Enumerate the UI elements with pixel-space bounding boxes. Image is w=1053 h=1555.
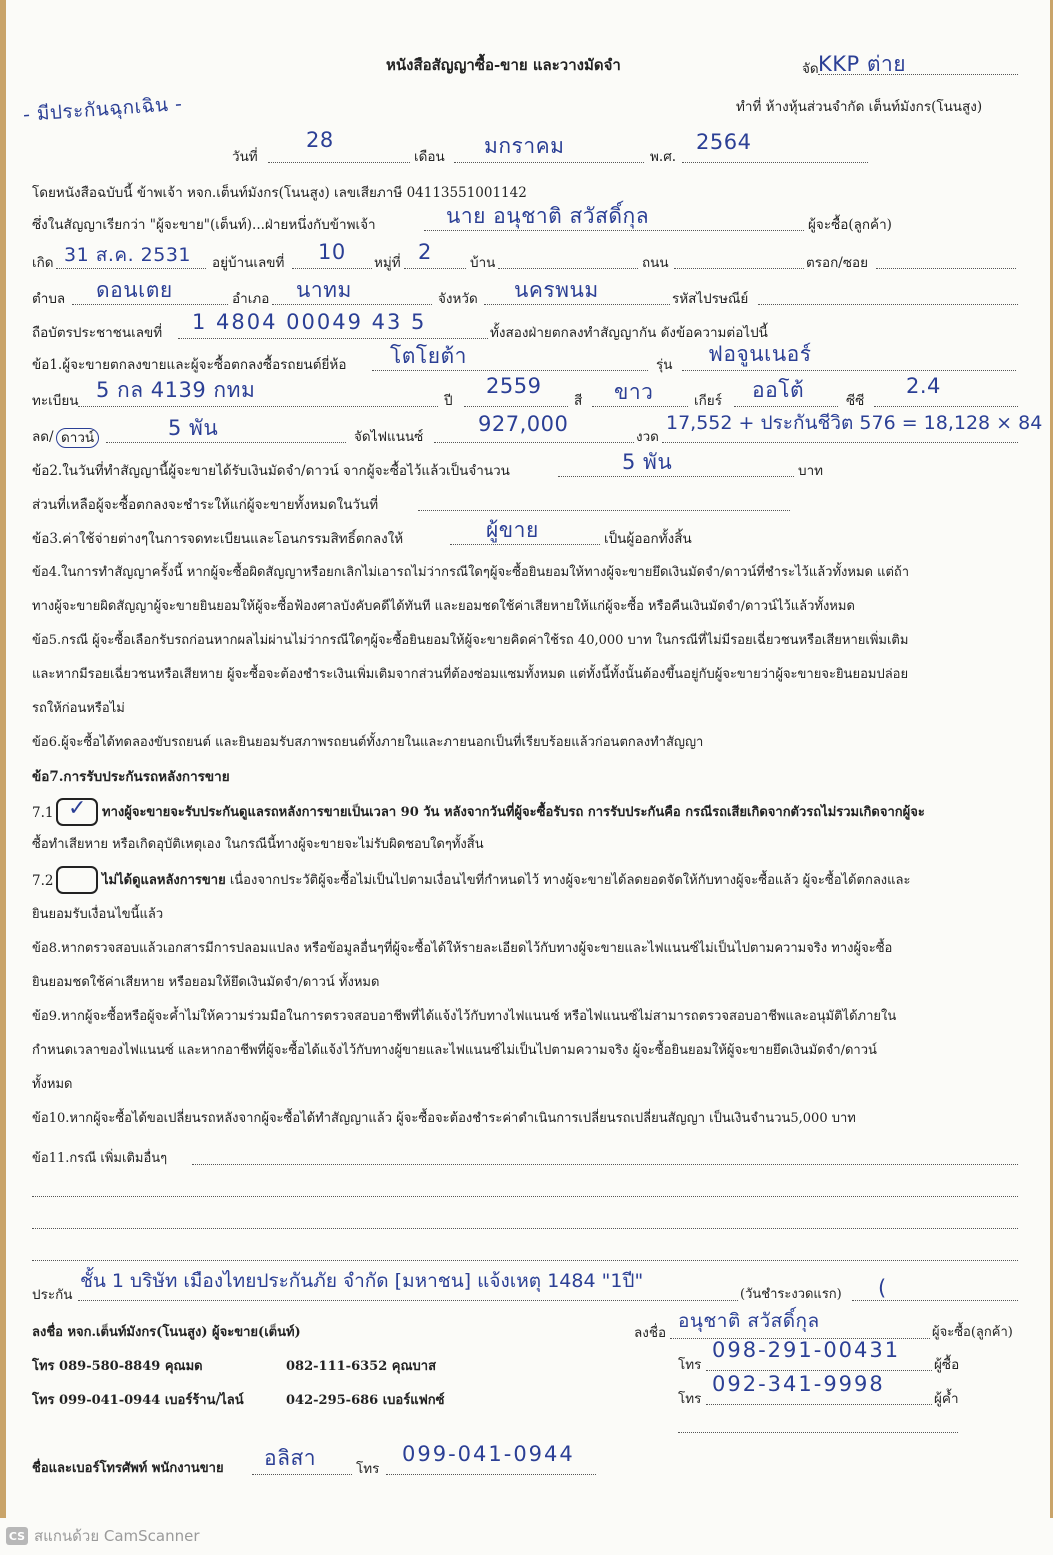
- birth-dots: [56, 268, 206, 269]
- moo-value: 2: [418, 240, 432, 264]
- salesperson-name: อลิสา: [264, 1446, 317, 1470]
- clause-7-2-rest: เนื่องจากประวัติผู้จะซื้อไม่เป็นไปตามเงื่อนไขที่กำหนดไว้ ทางผู้จะขายได้ลดยอดจัดให้กับทางผู้จะซื้อแล้ว ผู้จะซื้อได้ตกลงและ: [225, 873, 911, 888]
- clause-11-dots-4: [32, 1260, 1018, 1261]
- down-dots: [106, 442, 346, 443]
- salesperson-phone-dots: [386, 1474, 596, 1475]
- id-label: ถือบัตรประชาชนเลขที่: [32, 325, 163, 341]
- insurance-label: ประกัน: [32, 1287, 73, 1303]
- tambon-label: ตำบล: [32, 291, 66, 307]
- gear-dots: [734, 406, 838, 407]
- clause-7-1-line-1: ทางผู้จะขายจะรับประกันดูแลรถหลังการขายเป็นเวลา 90 วัน หลังจากวันที่ผู้จะซื้อรับรถ การรับประกันคือ กรณีรถเสียเกิดจากตัวรถไม่รวมเกิดจากผู้จะ: [102, 805, 925, 820]
- insurance-value: ชั้น 1 บริษัท เมืองไทยประกันภัย จำกัด [มหาชน] แจ้งเหตุ 1484 "1ปี": [80, 1270, 644, 1292]
- guarantor-phone: 092-341-9998: [712, 1372, 885, 1396]
- brand-dots: [372, 370, 648, 371]
- contact-phone-3: โทร 099-041-0944 เบอร์ร้าน/ไลน์: [32, 1393, 244, 1408]
- down-prefix: ลด/: [32, 429, 54, 445]
- clause-10: ข้อ10.หากผู้จะซื้อได้ขอเปลี่ยนรถหลังจากผู้จะซื้อได้ทำสัญญาแล้ว ผู้จะซื้อจะต้องชำระค่าดำเนินการเปลี่ยนรถเปลี่ยนสัญญา เป็นเงินจำนวน5,000 บาท: [32, 1111, 856, 1126]
- color-dots: [592, 406, 688, 407]
- deposit-dots: [558, 476, 794, 477]
- cc-dots: [874, 406, 1018, 407]
- salesperson-name-dots: [252, 1474, 352, 1475]
- house-dots: [292, 268, 372, 269]
- buyer-signature: อนุชาติ สวัสดิ์กุล: [678, 1310, 820, 1332]
- amphoe-dots: [272, 304, 432, 305]
- day-value: 28: [306, 128, 334, 152]
- month-value: มกราคม: [484, 134, 565, 158]
- car-color: ขาว: [614, 380, 654, 404]
- installment-label: งวด: [636, 429, 659, 445]
- road-label: ถนน: [642, 255, 669, 271]
- clause-11-dots-1: [192, 1164, 1018, 1165]
- car-year-label: ปี: [444, 393, 453, 409]
- tambon-value: ดอนเตย: [96, 278, 173, 302]
- camscanner-text: สแกนด้วย CamScanner: [34, 1527, 200, 1545]
- reg-label: ทะเบียน: [32, 393, 79, 409]
- year-dots: [682, 162, 868, 163]
- car-cc: 2.4: [906, 374, 941, 398]
- id-suffix: ทั้งสองฝ่ายตกลงทำสัญญากัน ดังข้อความต่อไปนี้: [490, 325, 768, 341]
- guarantor-phone-dots: [706, 1404, 932, 1405]
- guarantor-phone-role: ผู้ค้ำ: [934, 1391, 959, 1407]
- cc-label: ซีซี: [846, 393, 865, 409]
- tambon-dots: [72, 304, 228, 305]
- finance-amount-label: จัดไฟแนนซ์: [354, 429, 424, 445]
- house-label: อยู่บ้านเลขที่: [212, 255, 285, 271]
- check-mark-icon: ✓: [68, 796, 87, 821]
- extra-dots: [678, 1432, 958, 1433]
- clause-8-line-2: ยินยอมชดใช้ค่าเสียหาย หรือยอมให้ยึดเงินมัดจำ/ดาวน์ ทั้งหมด: [32, 975, 380, 990]
- reg-dots: [78, 406, 438, 407]
- amphoe-label: อำเภอ: [232, 291, 270, 307]
- car-gear: ออโต้: [752, 378, 805, 402]
- house-no: 10: [318, 240, 346, 264]
- province-value: นครพนม: [514, 278, 599, 302]
- month-label: เดือน: [414, 149, 445, 165]
- finance-company: KKP ต่าย: [818, 52, 907, 76]
- clause-5-line-2: และหากมีรอยเฉี่ยวชนหรือเสียหาย ผู้จะซื้อจะต้องชำระเงินเพิ่มเติมจากส่วนที่ต้องซ่อมแซมทั้งหมด แต่ทั้งนี้ทั้งนั้นต้องขึ้นอยู่กับผู้จะขายว่าผู้จะขายจะยินยอมปล่อย: [32, 667, 909, 682]
- postcode-label: รหัสไปรษณีย์: [672, 291, 749, 307]
- clause-7-title: ข้อ7.การรับประกันรถหลังการขาย: [32, 769, 230, 785]
- deposit-amount: 5 พัน: [622, 450, 673, 474]
- clause-2-remain: ส่วนที่เหลือผู้จะซื้อตกลงจะชำระให้แก่ผู้จะขายทั้งหมดในวันที่: [32, 497, 379, 513]
- postcode-dots: [758, 304, 1018, 305]
- deposit-unit: บาท: [798, 463, 824, 479]
- buyer-phone: 098-291-00431: [712, 1338, 901, 1362]
- clause-9-line-3: ทั้งหมด: [32, 1077, 73, 1092]
- document-title: หนังสือสัญญาซื้อ-ขาย และวางมัดจำ: [386, 56, 621, 74]
- village-label: บ้าน: [470, 255, 496, 271]
- clause-9-line-1: ข้อ9.หากผู้จะซื้อหรือผู้จะค้ำไม่ให้ความร่วมมือในการตรวจสอบอาชีพที่ได้แจ้งไว้กับทางไฟแนนซ์ หรือไฟแนนซ์ไม่สามารถตรวจสอบอาชีพและอนุมัติได้ภายใน: [32, 1009, 897, 1024]
- finance-amount-dots: [434, 442, 634, 443]
- clause-9-line-2: กำหนดเวลาของไฟแนนซ์ และหากอาชีพที่ผู้จะซื้อได้แจ้งไว้กับทางผู้ขายและไฟแนนซ์ไม่เป็นไปตามความจริง ผู้จะซื้อยินยอมให้ผู้จะขายยึดเงินมัดจำ/ดาวน์: [32, 1043, 877, 1058]
- car-year: 2559: [486, 374, 542, 398]
- day-dots: [268, 162, 410, 163]
- buyer-phone-label: โทร: [678, 1357, 702, 1373]
- guarantor-phone-label: โทร: [678, 1391, 702, 1407]
- clause-3: ข้อ3.ค่าใช้จ่ายต่างๆในการจดทะเบียนและโอนกรรมสิทธิ์ตกลงให้: [32, 531, 404, 547]
- year-value: 2564: [696, 130, 752, 154]
- buyer-phone-dots: [706, 1370, 932, 1371]
- made-at: ทำที่ ห้างหุ้นส่วนจำกัด เต็นท์มังกร(โนนสูง): [736, 99, 983, 115]
- buyer-phone-role: ผู้ซื้อ: [934, 1357, 960, 1373]
- payer-dots: [450, 544, 600, 545]
- finance-amount: 927,000: [478, 412, 569, 436]
- buyer-sign-label: ลงชื่อ: [634, 1325, 667, 1341]
- clause-2: ข้อ2.ในวันที่ทำสัญญานี้ผู้จะขายได้รับเงินมัดจำ/ดาวน์ จากผู้จะซื้อไว้แล้วเป็นจำนวน: [32, 463, 510, 479]
- day-label: วันที่: [232, 149, 258, 165]
- year-car-dots: [464, 406, 568, 407]
- clause-11: ข้อ11.กรณี เพิ่มเติมอื่นๆ: [32, 1151, 168, 1166]
- intro-line-2: ซึ่งในสัญญาเรียกว่า "ผู้จะขาย"(เต็นท์)...ฝ่ายหนึ่งกับข้าพเจ้า: [32, 217, 376, 233]
- clause-1: ข้อ1.ผู้จะขายตกลงขายและผู้จะซื้อตกลงซื้อรถยนต์ยี่ห้อ: [32, 357, 347, 373]
- contact-phone-2: 082-111-6352 คุณบาส: [286, 1359, 437, 1374]
- first-payment-label: (วันชำระงวดแรก): [740, 1287, 842, 1302]
- camscanner-watermark: [6, 1524, 200, 1548]
- year-label: พ.ศ.: [650, 149, 677, 165]
- clause-3-suffix: เป็นผู้ออกทั้งสิ้น: [604, 531, 692, 547]
- fee-payer: ผู้ขาย: [486, 518, 539, 542]
- finance-dots: [818, 74, 1018, 75]
- province-label: จังหวัด: [438, 291, 478, 307]
- born-label: เกิด: [32, 255, 54, 271]
- village-dots: [498, 268, 638, 269]
- finance-label: จัด: [802, 61, 819, 77]
- clause-11-dots-2: [32, 1196, 1018, 1197]
- intro-line-1: โดยหนังสือฉบับนี้ ข้าพเจ้า หจก.เต็นท์มังกร(โนนสูง) เลขเสียภาษี 04113551001142: [32, 185, 527, 201]
- moo-dots: [404, 268, 466, 269]
- car-brand: โตโยต้า: [390, 344, 467, 368]
- soi-dots: [876, 268, 1016, 269]
- month-dots: [454, 162, 644, 163]
- down-amount: 5 พัน: [168, 416, 219, 440]
- buyer-name-dots: [424, 230, 804, 231]
- province-dots: [484, 304, 670, 305]
- clause-7-1-line-2: ซื้อทำเสียหาย หรือเกิดอุบัติเหตุเอง ในกรณีนี้ทางผู้จะขายจะไม่รับผิดชอบใดๆทั้งสิ้น: [32, 837, 484, 852]
- warranty-checkbox-checked[interactable]: [56, 798, 98, 826]
- color-label: สี: [574, 393, 583, 409]
- clause-7-2-bold: ไม่ได้ดูแลหลังการขาย: [102, 873, 226, 888]
- salesperson-label: ชื่อและเบอร์โทรศัพท์ พนักงานขาย: [32, 1461, 224, 1476]
- down-label: ดาวน์: [56, 428, 99, 448]
- model-dots: [682, 370, 1016, 371]
- moo-label: หมู่ที่: [374, 255, 401, 271]
- remain-dots: [418, 510, 790, 511]
- birth-date: 31 ส.ค. 2531: [64, 244, 191, 266]
- buyer-sign-role: ผู้จะซื้อ(ลูกค้า): [932, 1325, 1013, 1340]
- id-number: 1 4804 00049 43 5: [192, 310, 427, 334]
- id-dots: [178, 338, 488, 339]
- contact-phone-1: โทร 089-580-8849 คุณมด: [32, 1359, 203, 1374]
- amphoe-value: นาทม: [296, 278, 352, 302]
- clause-11-dots-3: [32, 1228, 1018, 1229]
- clause-7-2-line-1: [102, 872, 910, 890]
- salesperson-tel-label: โทร: [356, 1461, 380, 1477]
- camscanner-logo-icon: CS: [6, 1527, 28, 1545]
- soi-label: ตรอก/ซอย: [806, 255, 869, 271]
- first-payment-dots: [852, 1300, 1018, 1301]
- first-payment-value: (: [878, 1276, 887, 1300]
- buyer-name: นาย อนุชาติ สวัสดิ์กุล: [446, 204, 650, 228]
- clause-4-line-1: ข้อ4.ในการทำสัญญาครั้งนี้ หากผู้จะซื้อผิดสัญญาหรือยกเลิกไม่เอารถไม่ว่ากรณีใดๆผู้จะซื้อยินยอมให้ทางผู้จะขายยึดเงินมัดจำ/ดาวน์ที่ชำระไว้แล้วทั้งหมด แต่ถ้า: [32, 565, 910, 580]
- car-registration: 5 กล 4139 กทม: [96, 378, 256, 402]
- installment-dots: [662, 442, 1018, 443]
- clause-4-line-2: ทางผู้จะขายผิดสัญญาผู้จะขายยินยอมให้ผู้จะซื้อฟ้องศาลบังคับคดีได้ทันที และยอมชดใช้ค่าเสียหายให้แก่ผู้จะซื้อ หรือคืนเงินมัดจำ/ดาวน์ไว้แล้วทั้งหมด: [32, 599, 855, 614]
- contact-phone-4: 042-295-686 เบอร์แฟกซ์: [286, 1393, 445, 1408]
- buyer-role: ผู้จะซื้อ(ลูกค้า): [808, 217, 892, 233]
- installment-value: 17,552 + ประกันชีวิต 576 = 18,128 × 84: [666, 412, 1043, 434]
- margin-note: - มีประกันฉุกเฉิน -: [22, 92, 184, 126]
- no-warranty-checkbox[interactable]: [56, 866, 98, 894]
- clause-7-2-line-2: ยินยอมรับเงื่อนไขนี้แล้ว: [32, 907, 164, 922]
- contract-sheet: [6, 0, 1050, 1518]
- clause-6: ข้อ6.ผู้จะซื้อได้ทดลองขับรถยนต์ และยินยอมรับสภาพรถยนต์ทั้งภายในและภายนอกเป็นที่เรียบร้อยแล้วก่อนตกลงทำสัญญา: [32, 735, 704, 750]
- clause-5-line-1: ข้อ5.กรณี ผู้จะซื้อเลือกรับรถก่อนหากผลไม่ผ่านไม่ว่ากรณีใดๆผู้จะซื้อยินยอมให้ผู้จะขายคิดค่าใช้รถ 40,000 บาท ในกรณีที่ไม่มีรอยเฉี่ยวชนหรือเสียหายเพิ่มเติม: [32, 633, 909, 648]
- gear-label: เกียร์: [694, 393, 722, 409]
- salesperson-phone: 099-041-0944: [402, 1442, 575, 1466]
- clause-7-2-number: 7.2: [32, 873, 54, 889]
- seller-signature-line: ลงชื่อ หจก.เต็นท์มังกร(โนนสูง) ผู้จะขาย(เต็นท์): [32, 1325, 301, 1340]
- road-dots: [674, 268, 804, 269]
- model-label: รุ่น: [656, 357, 673, 373]
- clause-8-line-1: ข้อ8.หากตรวจสอบแล้วเอกสารมีการปลอมแปลง หรือข้อมูลอื่นๆที่ผู้จะซื้อได้ให้รายละเอียดไว้กับทางผู้จะขายและไฟแนนซ์ไม่เป็นไปตามความจริง ทางผู้จะซื้อ: [32, 941, 893, 956]
- clause-5-line-3: รถให้ก่อนหรือไม่: [32, 701, 125, 716]
- insurance-dots: [78, 1300, 738, 1301]
- car-model: ฟอจูนเนอร์: [708, 342, 812, 366]
- clause-7-1-number: 7.1: [32, 805, 54, 821]
